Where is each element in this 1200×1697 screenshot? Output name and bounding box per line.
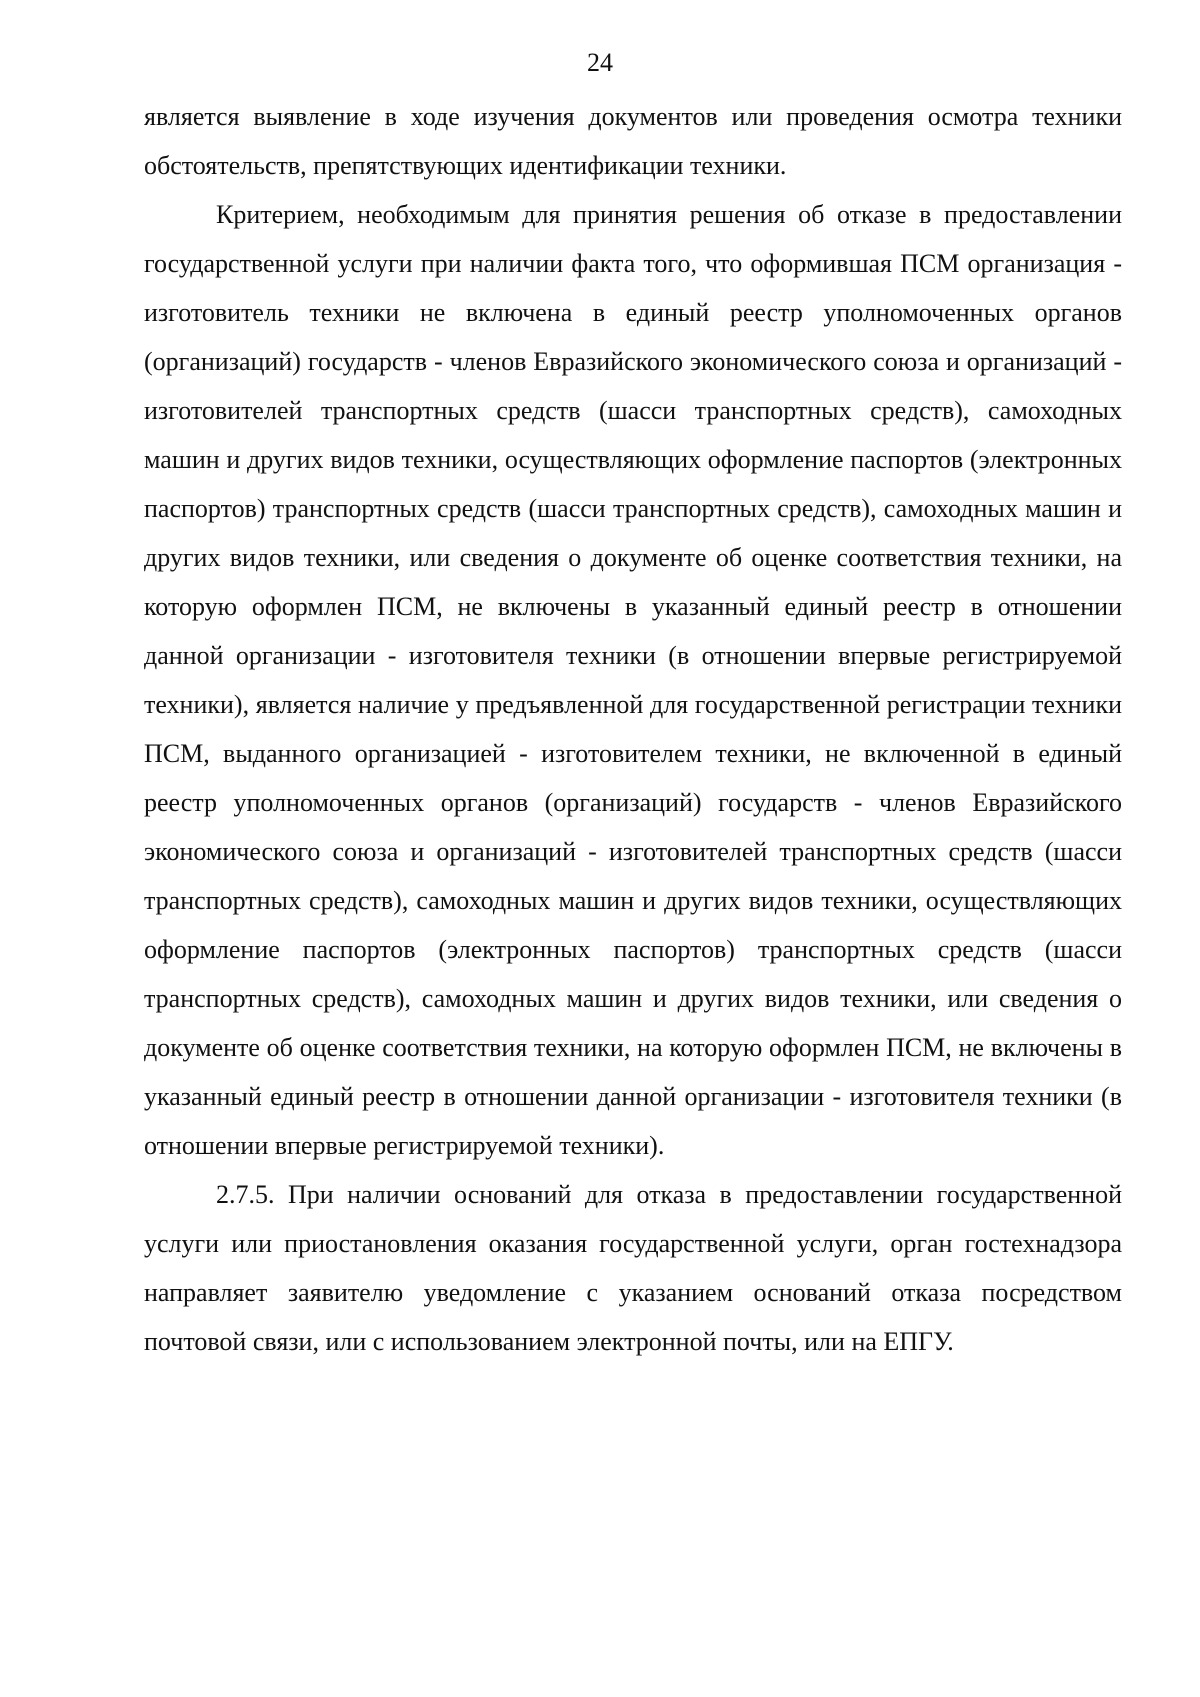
page-number: 24 bbox=[587, 48, 613, 77]
paragraph-2-7-5: 2.7.5. При наличии оснований для отказа в предоставлении государственной услуги или приостановления оказания государственной услуги, орган гостехнадзора направляет заявителю уведомление с указанием оснований отказа посредством почтовой связи, или с использованием электронной почты, или на ЕПГУ. bbox=[144, 1180, 1122, 1356]
document-body bbox=[144, 92, 1122, 1366]
paragraph-refusal-criterion: Критерием, необходимым для принятия решения об отказе в предоставлении государственной услуги при наличии факта того, что оформившая ПСМ организация - изготовитель техники не включена в единый реестр уполномоченных органов (организаций) государств - членов Евразийского экономического союза и организаций - изготовителей транспортных средств (шасси транспортных средств), самоходных машин и других видов техники, осуществляющих оформление паспортов (электронных паспортов) транспортных средств (шасси транспортных средств), самоходных машин и других видов техники, или сведения о документе об оценке соответствия техники, на которую оформлен ПСМ, не включены в указанный единый реестр в отношении данной организации - изготовителя техники (в отношении впервые регистрируемой техники), является наличие у предъявленной для государственной регистрации техники ПСМ, выданного организацией - изготовителем техники, не включенной в единый реестр уполномоченных органов (организаций) государств - членов Евразийского экономического союза и организаций - изготовителей транспортных средств (шасси транспортных средств), самоходных машин и других видов техники, осуществляющих оформление паспортов (электронных паспортов) транспортных средств (шасси транспортных средств), самоходных машин и других видов техники, или сведения о документе об оценке соответствия техники, на которую оформлен ПСМ, не включены в указанный единый реестр в отношении данной организации - изготовителя техники (в отношении впервые регистрируемой техники). bbox=[144, 200, 1122, 1160]
paragraph-continuation: является выявление в ходе изучения документов или проведения осмотра техники обстоятельств, препятствующих идентификации техники. bbox=[144, 102, 1122, 180]
